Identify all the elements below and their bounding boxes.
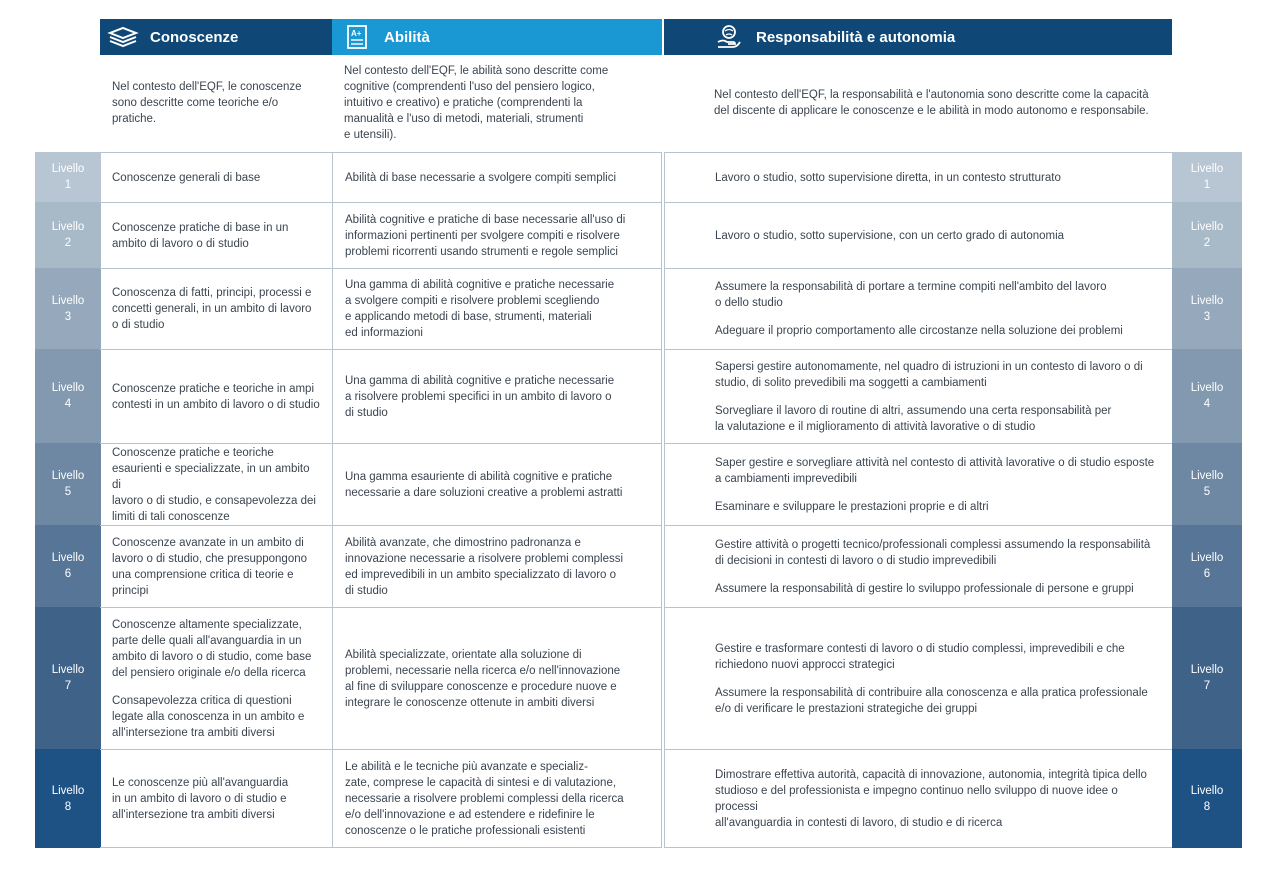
skills-cell	[332, 202, 662, 268]
cell-line: e applicando metodi di base, strumenti, materiali	[345, 311, 592, 323]
cell-paragraph	[715, 228, 1160, 244]
cell-line: studioso e del professionista e impegno continuo nello sviluppo di nuove idee o processi	[715, 784, 1118, 813]
level-badge-right	[1172, 749, 1242, 848]
cell-paragraph	[112, 693, 320, 741]
responsibility-cell	[664, 607, 1172, 749]
level-label: Livello	[51, 221, 85, 233]
books-icon	[106, 22, 140, 52]
intro-line: cognitive (comprendenti l'uso del pensiero logico,	[344, 81, 595, 93]
cell-line: Dimostrare effettiva autorità, capacità di innovazione, autonomia, integrità tipica dello	[715, 768, 1147, 781]
skills-cell	[332, 349, 662, 443]
cell-line: ed informazioni	[345, 327, 423, 339]
cell-line: ambito di lavoro o di studio, come base	[112, 650, 312, 663]
knowledge-cell	[100, 607, 332, 749]
cell-line: Conoscenze pratiche e teoriche in ampi	[112, 382, 315, 395]
responsibility-cell	[664, 525, 1172, 607]
knowledge-cell	[100, 202, 332, 268]
cell-paragraph	[345, 212, 649, 260]
cell-line: legate alla conoscenza in un ambito e	[112, 710, 305, 723]
cell-line: studio, di solito prevedibili ma soggetti a cambiamenti	[715, 376, 987, 389]
level-number: 2	[1203, 237, 1211, 249]
intro-responsibility	[664, 55, 1172, 151]
cell-line: zate, comprese le capacità di sintesi e di valutazione,	[345, 776, 617, 789]
cell-line: richiedono nuovi approcci strategici	[715, 658, 895, 671]
cell-line: Conoscenze pratiche e teoriche	[112, 446, 274, 459]
cell-paragraph	[715, 767, 1160, 831]
intro-knowledge	[100, 55, 332, 151]
cell-paragraph	[112, 381, 320, 413]
level-badge-right	[1172, 443, 1242, 525]
cell-line: o dello studio	[715, 297, 783, 309]
level-row	[35, 749, 1242, 848]
cell-line: Abilità specializzate, orientate alla soluzione di	[345, 648, 582, 661]
cell-line: Abilità di base necessarie a svolgere compiti semplici	[345, 171, 617, 184]
cell-line: Conoscenze altamente specializzate,	[112, 618, 302, 631]
cell-line: di decisioni in contesti di lavoro o di studio imprevedibili	[715, 554, 997, 567]
level-row	[35, 525, 1242, 607]
cell-paragraph	[715, 170, 1160, 186]
cell-line: problemi ricorrenti usando strumenti e regole semplici	[345, 245, 618, 258]
level-number: 8	[64, 800, 72, 813]
level-number: 7	[64, 680, 72, 692]
level-number: 4	[1203, 398, 1211, 410]
intro-line: Nel contesto dell'EQF, la responsabilità e l'autonomia sono descritte come la capacità	[714, 89, 1149, 101]
level-number: 2	[64, 237, 72, 249]
header-responsibility	[664, 19, 1172, 55]
cell-line: Gestire e trasformare contesti di lavoro o di studio complessi, imprevedibili e che	[715, 642, 1125, 655]
level-number: 7	[1203, 680, 1211, 692]
cell-paragraph	[112, 535, 320, 599]
cell-line: a risolvere problemi specifici in un ambito di lavoro o	[345, 390, 612, 403]
cell-paragraph	[715, 455, 1160, 487]
cell-line: necessarie a risolvere problemi complessi della ricerca	[345, 792, 624, 805]
cell-paragraph	[345, 759, 649, 839]
cell-line: a svolgere compiti e risolvere problemi scegliendo	[345, 295, 600, 307]
knowledge-cell	[100, 749, 332, 848]
level-badge-right	[1172, 152, 1242, 202]
cell-paragraph	[715, 359, 1160, 391]
skills-cell	[332, 268, 662, 349]
level-badge-left	[35, 749, 101, 848]
knowledge-cell	[100, 268, 332, 349]
intro-line: intuitivo e creativo) e pratiche (comprendenti la	[344, 97, 583, 109]
cell-paragraph	[112, 445, 320, 525]
cell-line: Abilità avanzate, che dimostrino padronanza e	[345, 536, 581, 549]
cell-line: Lavoro o studio, sotto supervisione diretta, in un contesto strutturato	[715, 171, 1061, 184]
cell-line: Abilità cognitive e pratiche di base necessarie all'uso di	[345, 213, 626, 226]
level-number: 3	[1203, 310, 1211, 323]
skills-cell	[332, 152, 662, 202]
intro-line: pratiche.	[112, 113, 157, 125]
cell-line: limiti di tali conoscenze	[112, 510, 230, 523]
cell-line: Gestire attività o progetti tecnico/professionali complessi assumendo la responsabilità	[715, 538, 1151, 551]
cell-paragraph	[345, 170, 649, 186]
document-icon	[340, 22, 374, 52]
level-badge-right	[1172, 268, 1242, 349]
cell-line: di studio	[345, 406, 388, 419]
responsibility-cell	[664, 202, 1172, 268]
level-number: 3	[64, 310, 72, 323]
responsibility-cell	[664, 443, 1172, 525]
level-row	[35, 443, 1242, 525]
svg-text:A+: A+	[351, 29, 362, 38]
level-badge-left	[35, 202, 101, 268]
level-badge-left	[35, 152, 101, 202]
level-badge-left	[35, 268, 101, 349]
skills-cell	[332, 443, 662, 525]
level-number: 1	[64, 179, 72, 191]
header-responsibility-title: Responsabilità e autonomia	[756, 28, 956, 46]
level-row	[35, 607, 1242, 749]
level-label: Livello	[51, 382, 85, 394]
cell-line: Sorvegliare il lavoro di routine di altri, assumendo una certa responsabilità per	[715, 404, 1112, 417]
level-number: 5	[1203, 486, 1211, 498]
cell-line: Assumere la responsabilità di portare a termine compiti nell'ambito del lavoro	[715, 281, 1107, 293]
cell-line: contesti in un ambito di lavoro o di studio	[112, 398, 320, 411]
cell-line: del pensiero originale e/o della ricerca	[112, 666, 306, 679]
cell-paragraph	[715, 279, 1160, 311]
cell-line: la valutazione e il miglioramento di attività lavorative o di studio	[715, 420, 1036, 433]
cell-line: Una gamma esauriente di abilità cognitive e pratiche	[345, 470, 613, 483]
cell-line: Consapevolezza critica di questioni	[112, 694, 292, 707]
cell-paragraph	[715, 499, 1160, 515]
responsibility-cell	[664, 268, 1172, 349]
cell-line: Le conoscenze più all'avanguardia	[112, 776, 289, 789]
cell-line: informazioni pertinenti per svolgere compiti e risolvere	[345, 229, 620, 242]
cell-line: Conoscenze generali di base	[112, 171, 261, 184]
intro-line: e utensili).	[344, 129, 397, 141]
intro-line: sono descritte come teoriche e/o	[112, 97, 279, 109]
cell-line: e/o dell'innovazione e ad estendere e ridefinire le	[345, 808, 595, 821]
skills-cell	[332, 607, 662, 749]
hand-globe-icon	[712, 22, 746, 52]
level-label: Livello	[1190, 664, 1224, 676]
level-label: Livello	[51, 784, 85, 797]
cell-line: una comprensione critica di teorie e	[112, 568, 294, 581]
cell-line: lavoro o di studio, e consapevolezza dei	[112, 494, 316, 507]
cell-line: integrare le conoscenze ottenute in ambiti diversi	[345, 696, 595, 709]
cell-paragraph	[715, 403, 1160, 435]
level-label: Livello	[1190, 552, 1224, 564]
cell-line: Saper gestire e sorvegliare attività nel contesto di attività lavorative o di studio esposte	[715, 456, 1155, 469]
cell-paragraph	[345, 469, 649, 501]
level-label: Livello	[1190, 294, 1224, 307]
cell-line: problemi, necessarie nella ricerca e/o nell'innovazione	[345, 664, 621, 677]
level-number: 6	[1203, 568, 1211, 580]
header-skills	[332, 19, 662, 55]
level-number: 5	[64, 486, 72, 498]
header-skills-title: Abilità	[384, 28, 430, 46]
cell-line: Esaminare e sviluppare le prestazioni proprie e di altri	[715, 500, 989, 513]
cell-line: al fine di sviluppare conoscenze e procedure nuove e	[345, 680, 617, 693]
level-label: Livello	[1190, 221, 1224, 233]
cell-line: Conoscenze pratiche di base in un	[112, 221, 289, 234]
intro-line: Nel contesto dell'EQF, le conoscenze	[112, 81, 302, 93]
cell-line: di studio	[345, 584, 388, 597]
cell-line: esaurienti e specializzate, in un ambito di	[112, 462, 310, 491]
cell-line: all'intersezione tra ambiti diversi	[112, 726, 275, 739]
cell-line: Lavoro o studio, sotto supervisione, con un certo grado di autonomia	[715, 229, 1065, 242]
cell-line: conoscenze o le pratiche professionali esistenti	[345, 824, 586, 837]
level-badge-left	[35, 525, 101, 607]
level-label: Livello	[51, 294, 85, 307]
cell-line: principi	[112, 584, 149, 597]
cell-line: ed imprevedibili in un ambito specializzato di lavoro o	[345, 568, 617, 581]
level-badge-right	[1172, 349, 1242, 443]
level-row	[35, 268, 1242, 349]
cell-line: lavoro o di studio, che presuppongono	[112, 552, 308, 565]
level-number: 8	[1203, 800, 1211, 813]
cell-paragraph	[112, 775, 320, 823]
level-label: Livello	[51, 470, 85, 482]
cell-line: Assumere la responsabilità di gestire lo sviluppo professionale di persone e gruppi	[715, 582, 1134, 595]
skills-cell	[332, 749, 662, 848]
knowledge-cell	[100, 525, 332, 607]
level-label: Livello	[51, 552, 85, 564]
cell-line: concetti generali, in un ambito di lavoro	[112, 303, 312, 315]
level-badge-right	[1172, 607, 1242, 749]
knowledge-cell	[100, 443, 332, 525]
cell-paragraph	[112, 285, 320, 333]
skills-cell	[332, 525, 662, 607]
level-label: Livello	[1190, 382, 1224, 394]
header-knowledge	[100, 19, 332, 55]
cell-line: Conoscenza di fatti, principi, processi e	[112, 287, 312, 299]
level-number: 1	[1203, 179, 1211, 191]
cell-line: ambito di lavoro o di studio	[112, 237, 249, 250]
knowledge-cell	[100, 152, 332, 202]
cell-paragraph	[715, 641, 1160, 673]
cell-paragraph	[715, 323, 1160, 339]
level-number: 4	[64, 398, 72, 410]
cell-line: e/o di verificare le prestazioni strategiche dei gruppi	[715, 702, 978, 715]
level-label: Livello	[51, 664, 85, 676]
cell-paragraph	[112, 220, 320, 252]
level-number: 6	[64, 568, 72, 580]
level-badge-right	[1172, 525, 1242, 607]
level-badge-left	[35, 349, 101, 443]
header-knowledge-title: Conoscenze	[150, 28, 239, 46]
intro-line: manualità e l'uso di metodi, materiali, strumenti	[344, 113, 584, 125]
cell-line: Le abilità e le tecniche più avanzate e specializ-	[345, 760, 588, 773]
responsibility-cell	[664, 749, 1172, 848]
level-badge-left	[35, 607, 101, 749]
cell-line: Assumere la responsabilità di contribuire alla conoscenza e alla pratica professionale	[715, 686, 1148, 699]
cell-paragraph	[345, 373, 649, 421]
responsibility-cell	[664, 349, 1172, 443]
cell-paragraph	[112, 170, 320, 186]
cell-line: Conoscenze avanzate in un ambito di	[112, 536, 304, 549]
cell-paragraph	[715, 581, 1160, 597]
cell-paragraph	[715, 537, 1160, 569]
cell-line: Sapersi gestire autonomamente, nel quadro di istruzioni in un contesto di lavoro o di	[715, 360, 1143, 373]
cell-line: all'intersezione tra ambiti diversi	[112, 808, 275, 821]
cell-line: Una gamma di abilità cognitive e pratiche necessarie	[345, 374, 615, 387]
cell-line: Una gamma di abilità cognitive e pratiche necessarie	[345, 279, 615, 291]
intro-line: Nel contesto dell'EQF, le abilità sono descritte come	[344, 65, 609, 77]
level-row	[35, 152, 1242, 202]
level-badge-left	[35, 443, 101, 525]
cell-line: a cambiamenti imprevedibili	[715, 472, 857, 485]
cell-line: innovazione necessarie a risolvere problemi complessi	[345, 552, 624, 565]
cell-paragraph	[345, 647, 649, 711]
level-row	[35, 202, 1242, 268]
level-label: Livello	[1190, 470, 1224, 482]
cell-paragraph	[345, 535, 649, 599]
cell-paragraph	[715, 685, 1160, 717]
level-label: Livello	[1190, 784, 1224, 797]
cell-line: in un ambito di lavoro o di studio e	[112, 792, 287, 805]
cell-line: parte delle quali all'avanguardia in un	[112, 634, 302, 647]
cell-paragraph	[345, 277, 649, 341]
level-badge-right	[1172, 202, 1242, 268]
cell-line: all'avanguardia in contesti di lavoro, di studio e di ricerca	[715, 816, 1003, 829]
responsibility-cell	[664, 152, 1172, 202]
intro-skills	[332, 55, 662, 151]
level-label: Livello	[51, 163, 85, 175]
intro-line: del discente di applicare le conoscenze e le abilità in modo autonomo e responsabile.	[714, 105, 1149, 117]
knowledge-cell	[100, 349, 332, 443]
cell-paragraph	[112, 617, 320, 681]
level-label: Livello	[1190, 163, 1224, 175]
cell-line: necessarie a dare soluzioni creative a problemi astratti	[345, 486, 623, 499]
level-row	[35, 349, 1242, 443]
cell-line: o di studio	[112, 319, 165, 331]
cell-line: Adeguare il proprio comportamento alle circostanze nella soluzione dei problemi	[715, 325, 1123, 337]
